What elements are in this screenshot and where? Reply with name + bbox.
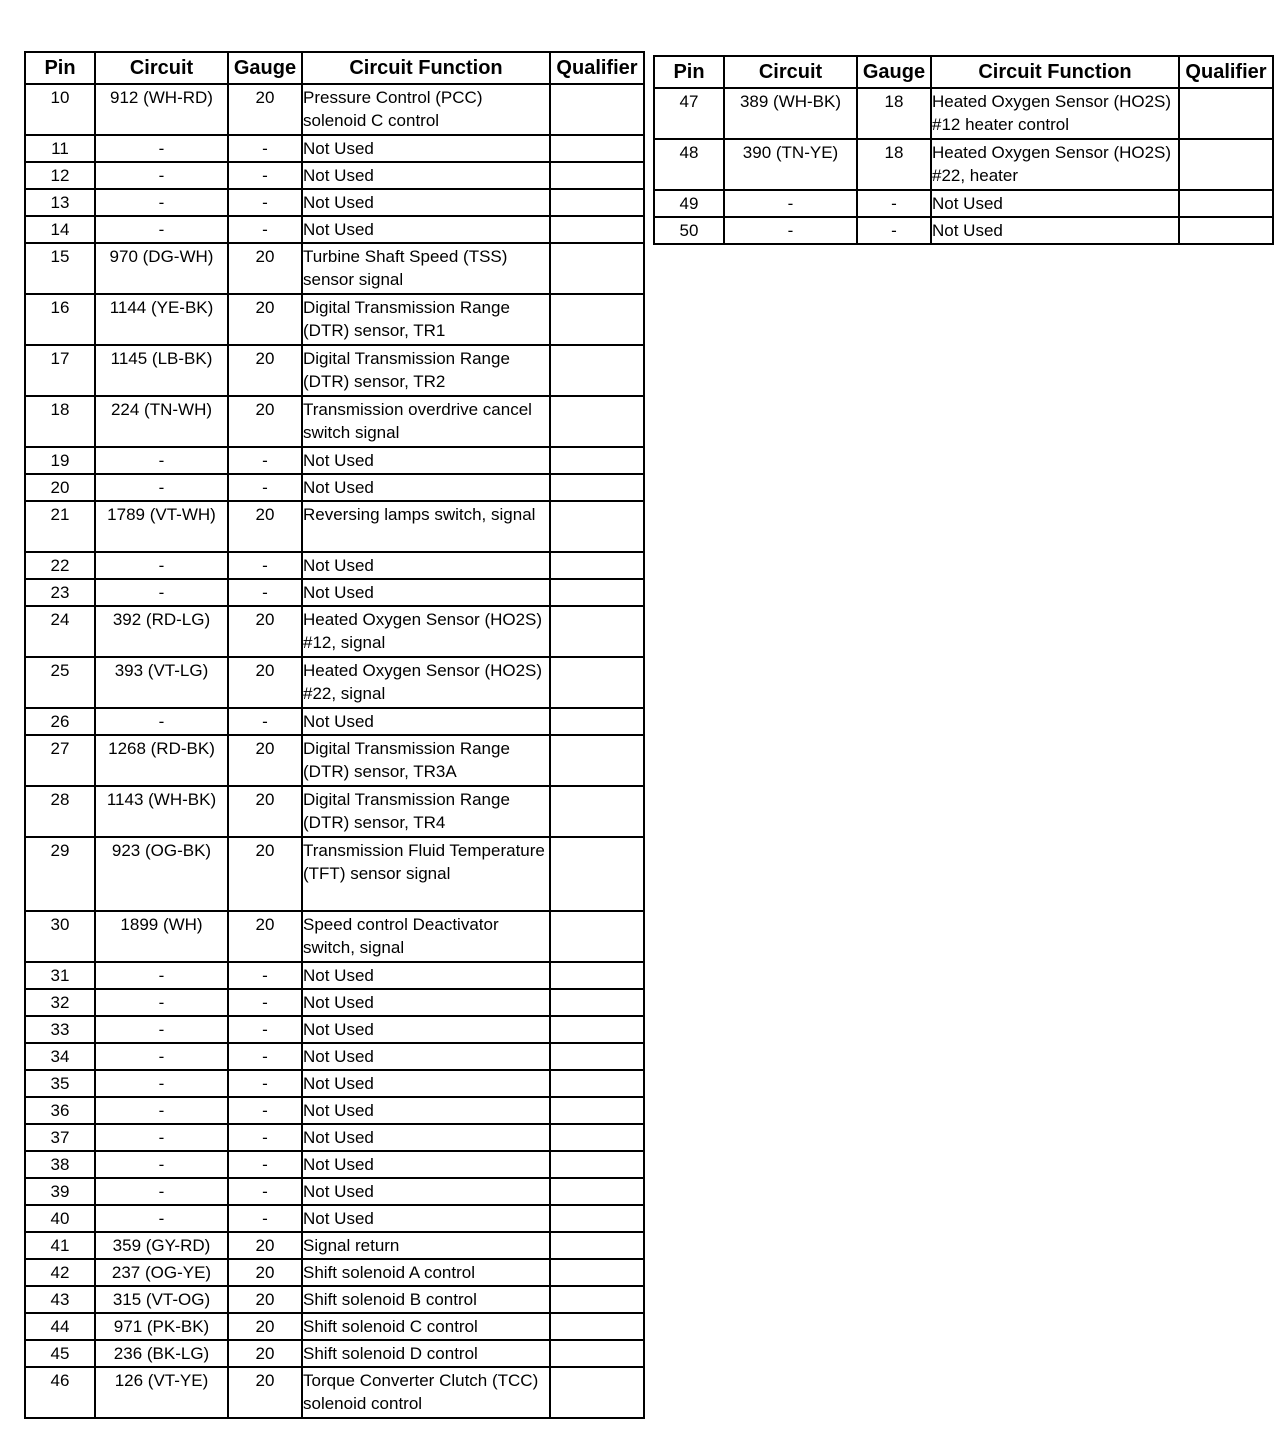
pin-cell: 24: [25, 606, 95, 657]
circuit-cell: 392 (RD-LG): [95, 606, 228, 657]
qualifier-cell: [550, 396, 644, 447]
table-row: [654, 217, 1273, 244]
table-row: [25, 294, 644, 345]
circuit-function-cell: Not Used: [302, 447, 550, 474]
circuit-cell: -: [95, 1151, 228, 1178]
gauge-cell: 20: [228, 911, 302, 962]
qualifier-cell: [550, 1151, 644, 1178]
qualifier-cell: [550, 1205, 644, 1232]
pin-cell: 46: [25, 1367, 95, 1418]
pin-cell: 37: [25, 1124, 95, 1151]
circuit-cell: -: [95, 189, 228, 216]
pin-cell: 36: [25, 1097, 95, 1124]
pin-cell: 29: [25, 837, 95, 911]
circuit-cell: -: [95, 708, 228, 735]
table-row: [654, 190, 1273, 217]
table-row: [25, 1259, 644, 1286]
gauge-cell: 20: [228, 1340, 302, 1367]
gauge-cell: -: [228, 474, 302, 501]
pin-cell: 31: [25, 962, 95, 989]
circuit-cell: 389 (WH-BK): [724, 88, 857, 139]
circuit-cell: 1144 (YE-BK): [95, 294, 228, 345]
header-pin: Pin: [25, 52, 95, 84]
pin-cell: 25: [25, 657, 95, 708]
gauge-cell: -: [228, 216, 302, 243]
circuit-cell: 1145 (LB-BK): [95, 345, 228, 396]
circuit-cell: -: [95, 135, 228, 162]
table-row: [25, 1313, 644, 1340]
qualifier-cell: [550, 135, 644, 162]
gauge-cell: 20: [228, 657, 302, 708]
pin-cell: 42: [25, 1259, 95, 1286]
table-header-row: [25, 52, 644, 84]
header-circuit-function: Circuit Function: [302, 52, 550, 84]
table-row: [25, 1124, 644, 1151]
table-row: [25, 243, 644, 294]
pin-cell: 50: [654, 217, 724, 244]
pin-cell: 14: [25, 216, 95, 243]
pin-cell: 28: [25, 786, 95, 837]
circuit-function-cell: Not Used: [302, 1178, 550, 1205]
pin-cell: 43: [25, 1286, 95, 1313]
gauge-cell: -: [228, 1043, 302, 1070]
pin-table-left: [24, 51, 645, 1419]
table-row: [25, 606, 644, 657]
circuit-cell: -: [95, 474, 228, 501]
gauge-cell: 18: [857, 88, 931, 139]
circuit-function-cell: Not Used: [302, 1016, 550, 1043]
table-row: [25, 345, 644, 396]
table-row: [25, 162, 644, 189]
table-row: [25, 396, 644, 447]
pin-table-right: [653, 55, 1274, 245]
qualifier-cell: [550, 552, 644, 579]
circuit-function-cell: Heated Oxygen Sensor (HO2S) #22, signal: [302, 657, 550, 708]
circuit-function-cell: Not Used: [302, 189, 550, 216]
pin-cell: 18: [25, 396, 95, 447]
qualifier-cell: [1179, 88, 1273, 139]
pin-rows-left: [25, 84, 644, 1418]
circuit-cell: 393 (VT-LG): [95, 657, 228, 708]
table-row: [25, 1178, 644, 1205]
circuit-function-cell: Pressure Control (PCC) solenoid C control: [302, 84, 550, 135]
table-row: [25, 1232, 644, 1259]
gauge-cell: 20: [228, 501, 302, 552]
gauge-cell: 18: [857, 139, 931, 190]
pin-cell: 23: [25, 579, 95, 606]
pin-cell: 15: [25, 243, 95, 294]
table-row: [25, 989, 644, 1016]
qualifier-cell: [550, 1043, 644, 1070]
qualifier-cell: [550, 345, 644, 396]
qualifier-cell: [550, 1097, 644, 1124]
gauge-cell: 20: [228, 735, 302, 786]
qualifier-cell: [550, 606, 644, 657]
circuit-cell: 1268 (RD-BK): [95, 735, 228, 786]
table-row: [25, 135, 644, 162]
circuit-function-cell: Turbine Shaft Speed (TSS) sensor signal: [302, 243, 550, 294]
gauge-cell: 20: [228, 837, 302, 911]
qualifier-cell: [550, 1367, 644, 1418]
table-row: [25, 216, 644, 243]
circuit-cell: 126 (VT-YE): [95, 1367, 228, 1418]
qualifier-cell: [1179, 190, 1273, 217]
qualifier-cell: [550, 911, 644, 962]
pin-cell: 44: [25, 1313, 95, 1340]
gauge-cell: -: [228, 447, 302, 474]
gauge-cell: 20: [228, 396, 302, 447]
circuit-function-cell: Digital Transmission Range (DTR) sensor, TR2: [302, 345, 550, 396]
circuit-cell: -: [95, 989, 228, 1016]
table-row: [25, 1097, 644, 1124]
qualifier-cell: [550, 1259, 644, 1286]
circuit-function-cell: Not Used: [931, 190, 1179, 217]
table-row: [25, 837, 644, 911]
circuit-function-cell: Reversing lamps switch, signal: [302, 501, 550, 552]
circuit-cell: -: [95, 1124, 228, 1151]
gauge-cell: -: [228, 135, 302, 162]
table-row: [25, 447, 644, 474]
qualifier-cell: [550, 84, 644, 135]
pin-cell: 19: [25, 447, 95, 474]
table-row: [25, 1016, 644, 1043]
table-row: [25, 911, 644, 962]
circuit-function-cell: Not Used: [302, 708, 550, 735]
header-qualifier: Qualifier: [1179, 56, 1273, 88]
gauge-cell: 20: [228, 345, 302, 396]
table-row: [25, 1205, 644, 1232]
circuit-cell: 1143 (WH-BK): [95, 786, 228, 837]
table-row: [25, 962, 644, 989]
pin-cell: 27: [25, 735, 95, 786]
pin-cell: 47: [654, 88, 724, 139]
gauge-cell: 20: [228, 294, 302, 345]
table-row: [25, 84, 644, 135]
gauge-cell: -: [228, 1070, 302, 1097]
table-row: [25, 1340, 644, 1367]
gauge-cell: -: [857, 217, 931, 244]
table-row: [25, 1070, 644, 1097]
pin-cell: 41: [25, 1232, 95, 1259]
circuit-function-cell: Transmission Fluid Temperature (TFT) sensor signal: [302, 837, 550, 911]
gauge-cell: 20: [228, 243, 302, 294]
circuit-cell: 390 (TN-YE): [724, 139, 857, 190]
circuit-function-cell: Not Used: [302, 579, 550, 606]
pin-cell: 12: [25, 162, 95, 189]
pin-cell: 33: [25, 1016, 95, 1043]
qualifier-cell: [550, 735, 644, 786]
gauge-cell: -: [228, 579, 302, 606]
circuit-function-cell: Digital Transmission Range (DTR) sensor, TR1: [302, 294, 550, 345]
circuit-cell: -: [724, 217, 857, 244]
table-header-row: [654, 56, 1273, 88]
circuit-cell: -: [95, 1016, 228, 1043]
circuit-cell: 912 (WH-RD): [95, 84, 228, 135]
pin-cell: 26: [25, 708, 95, 735]
circuit-cell: -: [95, 962, 228, 989]
circuit-function-cell: Shift solenoid A control: [302, 1259, 550, 1286]
qualifier-cell: [550, 786, 644, 837]
pin-cell: 40: [25, 1205, 95, 1232]
pin-cell: 11: [25, 135, 95, 162]
header-pin: Pin: [654, 56, 724, 88]
circuit-function-cell: Not Used: [302, 962, 550, 989]
qualifier-cell: [550, 837, 644, 911]
pin-cell: 17: [25, 345, 95, 396]
circuit-cell: -: [95, 1043, 228, 1070]
circuit-cell: -: [95, 552, 228, 579]
qualifier-cell: [550, 189, 644, 216]
gauge-cell: -: [228, 1097, 302, 1124]
qualifier-cell: [550, 1070, 644, 1097]
circuit-cell: 236 (BK-LG): [95, 1340, 228, 1367]
circuit-cell: -: [95, 447, 228, 474]
circuit-function-cell: Heated Oxygen Sensor (HO2S) #12 heater control: [931, 88, 1179, 139]
circuit-cell: -: [95, 162, 228, 189]
circuit-function-cell: Not Used: [302, 1097, 550, 1124]
circuit-function-cell: Not Used: [302, 552, 550, 579]
table-row: [25, 657, 644, 708]
qualifier-cell: [550, 216, 644, 243]
pin-cell: 10: [25, 84, 95, 135]
qualifier-cell: [550, 1178, 644, 1205]
header-gauge: Gauge: [857, 56, 931, 88]
qualifier-cell: [550, 1232, 644, 1259]
circuit-cell: 359 (GY-RD): [95, 1232, 228, 1259]
circuit-cell: 315 (VT-OG): [95, 1286, 228, 1313]
gauge-cell: 20: [228, 1286, 302, 1313]
circuit-cell: 237 (OG-YE): [95, 1259, 228, 1286]
circuit-function-cell: Shift solenoid C control: [302, 1313, 550, 1340]
circuit-function-cell: Digital Transmission Range (DTR) sensor, TR3A: [302, 735, 550, 786]
circuit-function-cell: Not Used: [302, 474, 550, 501]
circuit-function-cell: Not Used: [931, 217, 1179, 244]
gauge-cell: 20: [228, 606, 302, 657]
gauge-cell: 20: [228, 1367, 302, 1418]
qualifier-cell: [550, 962, 644, 989]
header-qualifier: Qualifier: [550, 52, 644, 84]
pin-cell: 49: [654, 190, 724, 217]
circuit-function-cell: Not Used: [302, 162, 550, 189]
pin-cell: 35: [25, 1070, 95, 1097]
table-row: [25, 474, 644, 501]
table-row: [654, 139, 1273, 190]
circuit-cell: 970 (DG-WH): [95, 243, 228, 294]
table-row: [25, 579, 644, 606]
gauge-cell: -: [228, 1205, 302, 1232]
gauge-cell: -: [228, 962, 302, 989]
circuit-function-cell: Not Used: [302, 1151, 550, 1178]
gauge-cell: -: [228, 1151, 302, 1178]
table-row: [25, 1286, 644, 1313]
pin-cell: 16: [25, 294, 95, 345]
pin-cell: 32: [25, 989, 95, 1016]
qualifier-cell: [550, 657, 644, 708]
circuit-function-cell: Signal return: [302, 1232, 550, 1259]
header-gauge: Gauge: [228, 52, 302, 84]
gauge-cell: 20: [228, 1259, 302, 1286]
table-row: [25, 189, 644, 216]
circuit-function-cell: Heated Oxygen Sensor (HO2S) #22, heater: [931, 139, 1179, 190]
gauge-cell: -: [228, 162, 302, 189]
table-row: [25, 1151, 644, 1178]
circuit-function-cell: Torque Converter Clutch (TCC) solenoid control: [302, 1367, 550, 1418]
pin-cell: 20: [25, 474, 95, 501]
circuit-cell: -: [95, 1070, 228, 1097]
gauge-cell: 20: [228, 786, 302, 837]
circuit-function-cell: Shift solenoid B control: [302, 1286, 550, 1313]
circuit-function-cell: Shift solenoid D control: [302, 1340, 550, 1367]
qualifier-cell: [550, 708, 644, 735]
circuit-function-cell: Not Used: [302, 1043, 550, 1070]
header-circuit-function: Circuit Function: [931, 56, 1179, 88]
pin-cell: 38: [25, 1151, 95, 1178]
circuit-function-cell: Not Used: [302, 1205, 550, 1232]
circuit-cell: -: [724, 190, 857, 217]
qualifier-cell: [550, 1313, 644, 1340]
pin-cell: 22: [25, 552, 95, 579]
circuit-cell: -: [95, 1178, 228, 1205]
qualifier-cell: [550, 243, 644, 294]
circuit-cell: 1899 (WH): [95, 911, 228, 962]
pin-cell: 13: [25, 189, 95, 216]
circuit-function-cell: Not Used: [302, 135, 550, 162]
gauge-cell: 20: [228, 1232, 302, 1259]
header-circuit: Circuit: [724, 56, 857, 88]
pin-cell: 48: [654, 139, 724, 190]
circuit-function-cell: Not Used: [302, 216, 550, 243]
circuit-cell: -: [95, 1097, 228, 1124]
gauge-cell: -: [228, 552, 302, 579]
circuit-cell: 1789 (VT-WH): [95, 501, 228, 552]
circuit-function-cell: Digital Transmission Range (DTR) sensor, TR4: [302, 786, 550, 837]
gauge-cell: -: [857, 190, 931, 217]
circuit-cell: 224 (TN-WH): [95, 396, 228, 447]
qualifier-cell: [550, 1286, 644, 1313]
circuit-function-cell: Not Used: [302, 1124, 550, 1151]
gauge-cell: -: [228, 1016, 302, 1043]
circuit-cell: -: [95, 579, 228, 606]
circuit-cell: -: [95, 1205, 228, 1232]
qualifier-cell: [550, 501, 644, 552]
circuit-cell: 971 (PK-BK): [95, 1313, 228, 1340]
gauge-cell: -: [228, 708, 302, 735]
pin-cell: 30: [25, 911, 95, 962]
table-row: [25, 552, 644, 579]
qualifier-cell: [550, 1016, 644, 1043]
circuit-function-cell: Speed control Deactivator switch, signal: [302, 911, 550, 962]
circuit-function-cell: Heated Oxygen Sensor (HO2S) #12, signal: [302, 606, 550, 657]
qualifier-cell: [1179, 217, 1273, 244]
header-circuit: Circuit: [95, 52, 228, 84]
circuit-cell: 923 (OG-BK): [95, 837, 228, 911]
qualifier-cell: [550, 579, 644, 606]
gauge-cell: 20: [228, 84, 302, 135]
qualifier-cell: [550, 989, 644, 1016]
qualifier-cell: [550, 162, 644, 189]
circuit-function-cell: Transmission overdrive cancel switch signal: [302, 396, 550, 447]
pin-cell: 45: [25, 1340, 95, 1367]
table-row: [25, 735, 644, 786]
gauge-cell: 20: [228, 1313, 302, 1340]
gauge-cell: -: [228, 1124, 302, 1151]
gauge-cell: -: [228, 1178, 302, 1205]
pin-cell: 39: [25, 1178, 95, 1205]
qualifier-cell: [550, 1124, 644, 1151]
qualifier-cell: [550, 294, 644, 345]
pin-cell: 21: [25, 501, 95, 552]
table-row: [25, 1043, 644, 1070]
table-row: [25, 708, 644, 735]
circuit-cell: -: [95, 216, 228, 243]
circuit-function-cell: Not Used: [302, 989, 550, 1016]
pin-rows-right: [654, 88, 1273, 244]
gauge-cell: -: [228, 989, 302, 1016]
qualifier-cell: [550, 474, 644, 501]
table-row: [25, 1367, 644, 1418]
table-row: [25, 501, 644, 552]
table-row: [654, 88, 1273, 139]
qualifier-cell: [1179, 139, 1273, 190]
table-row: [25, 786, 644, 837]
circuit-function-cell: Not Used: [302, 1070, 550, 1097]
qualifier-cell: [550, 1340, 644, 1367]
gauge-cell: -: [228, 189, 302, 216]
qualifier-cell: [550, 447, 644, 474]
pin-cell: 34: [25, 1043, 95, 1070]
